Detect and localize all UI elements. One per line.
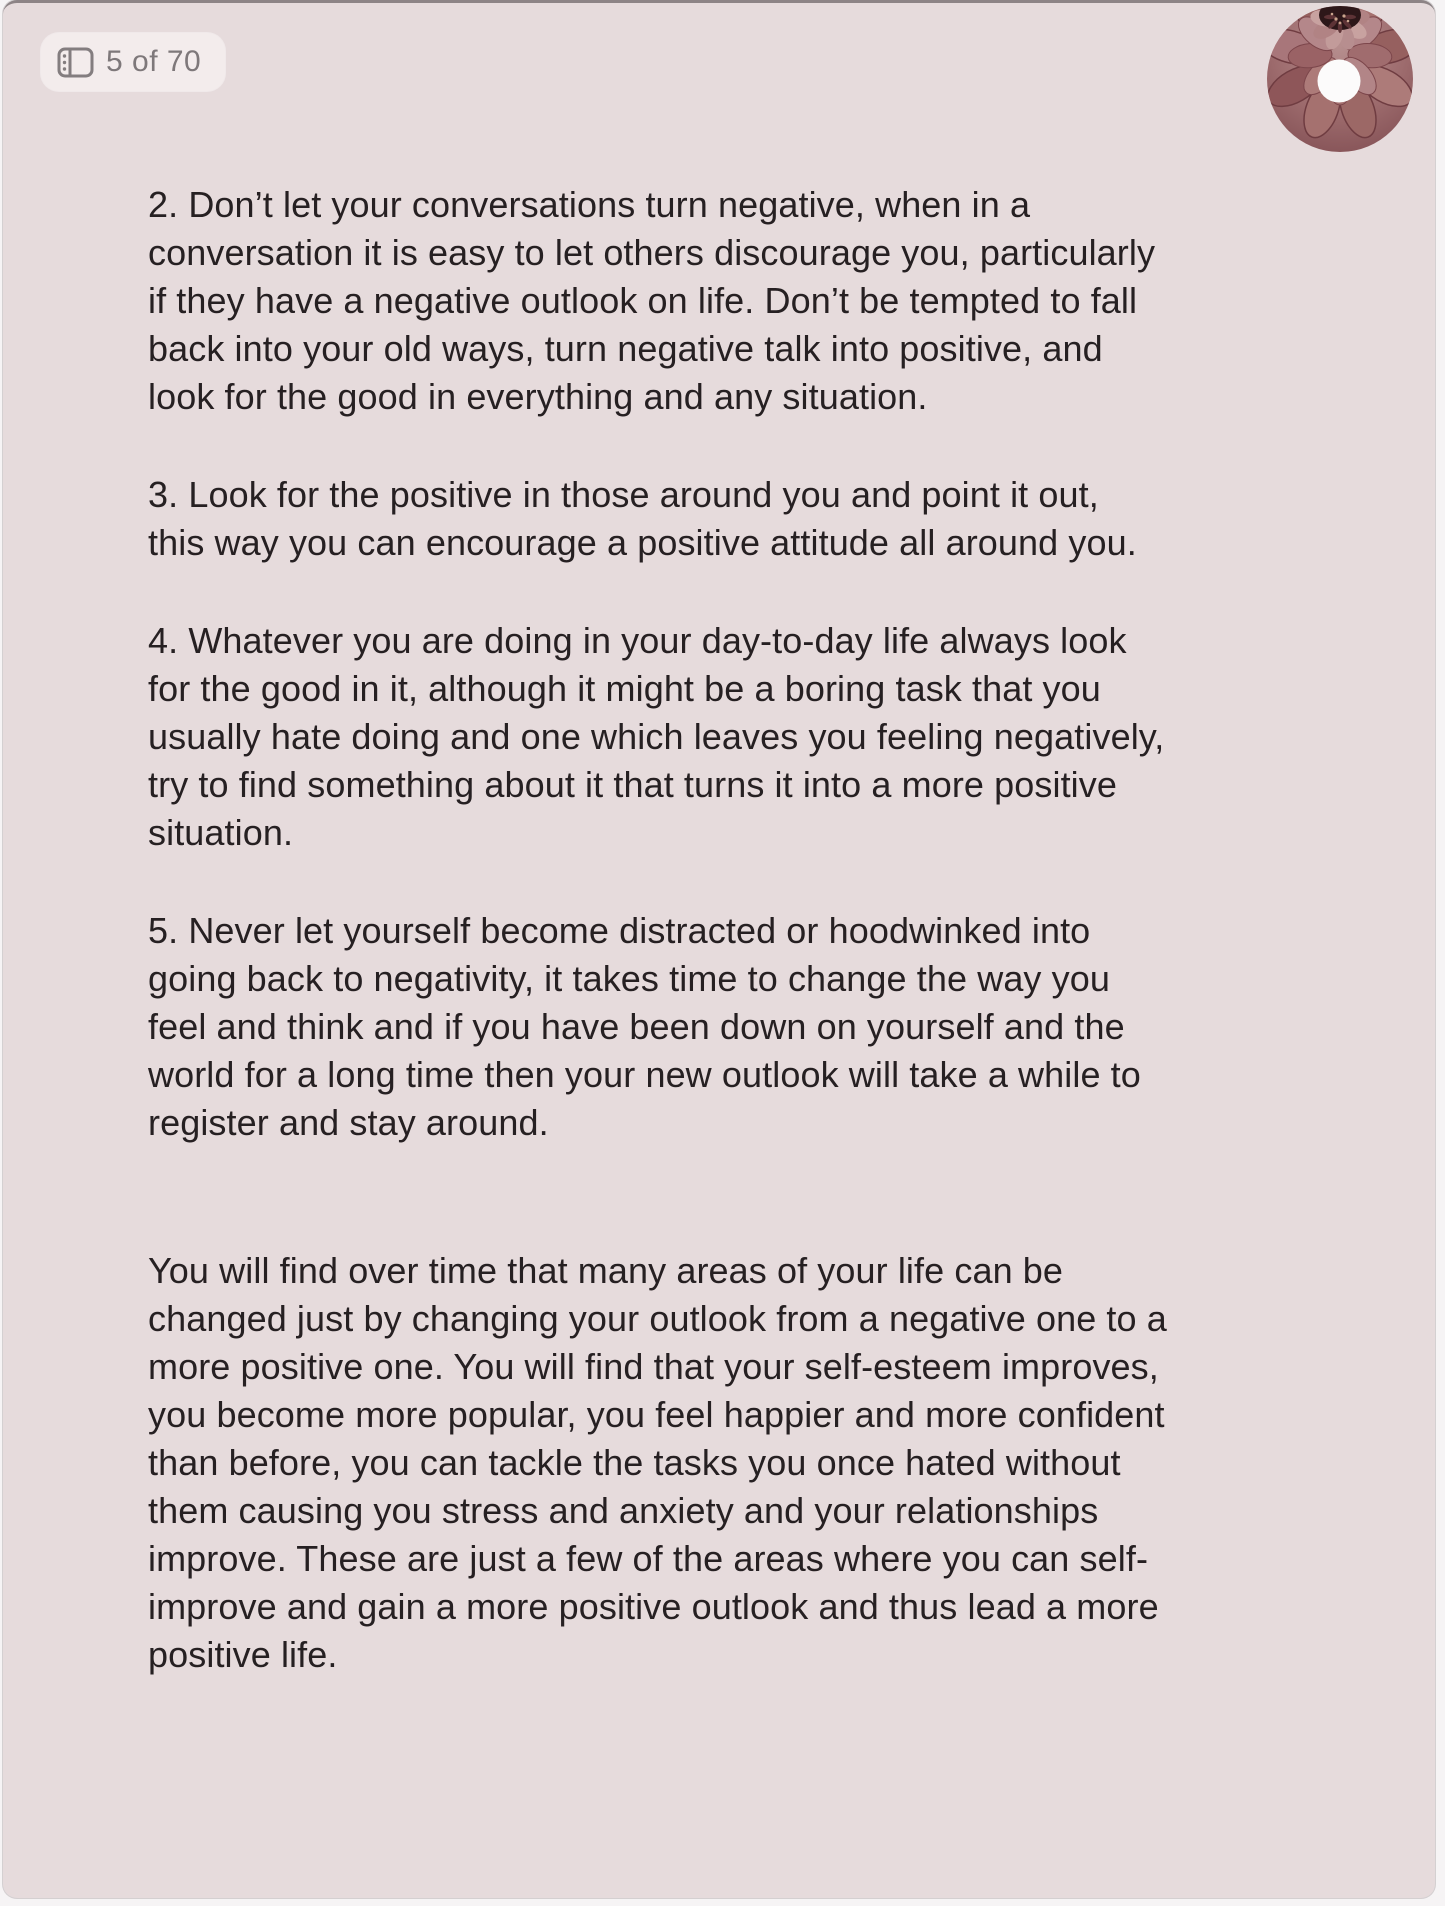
text-line: try to find something about it that turns it into a more positive	[148, 764, 1117, 805]
text-line: you become more popular, you feel happier and more confident	[148, 1394, 1165, 1435]
paragraph	[148, 907, 1418, 1147]
text-line: feel and think and if you have been down on yourself and the	[148, 1006, 1125, 1047]
page-text	[148, 181, 1418, 1729]
text-line: look for the good in everything and any situation.	[148, 376, 928, 417]
text-line: positive life.	[148, 1634, 338, 1675]
page-indicator-button[interactable]	[41, 33, 225, 91]
book-cover-flower-logo	[1266, 5, 1414, 153]
text-line: conversation it is easy to let others discourage you, particularly	[148, 232, 1156, 273]
text-line: situation.	[148, 812, 294, 853]
paragraph	[148, 471, 1418, 567]
page-indicator-label: 5 of 70	[106, 45, 202, 78]
text-line: going back to negativity, it takes time to change the way you	[148, 958, 1110, 999]
text-line: You will find over time that many areas of your life can be	[148, 1250, 1064, 1291]
text-line: than before, you can tackle the tasks you once hated without	[148, 1442, 1121, 1483]
text-line: register and stay around.	[148, 1102, 549, 1143]
text-line: world for a long time then your new outlook will take a while to	[148, 1054, 1141, 1095]
paragraph	[148, 1247, 1418, 1679]
text-line: 5. Never let yourself become distracted or hoodwinked into	[148, 910, 1091, 951]
text-line: changed just by changing your outlook from a negative one to a	[148, 1298, 1167, 1339]
flower-photo	[1266, 5, 1414, 153]
text-line: them causing you stress and anxiety and your relationships	[148, 1490, 1099, 1531]
text-line: 2. Don’t let your conversations turn negative, when in a	[148, 184, 1031, 225]
paragraph	[148, 617, 1418, 857]
reader-page	[3, 0, 1435, 1898]
text-line: 3. Look for the positive in those around you and point it out,	[148, 474, 1099, 515]
paragraph	[148, 181, 1418, 421]
text-line: back into your old ways, turn negative talk into positive, and	[148, 328, 1103, 369]
text-line: more positive one. You will find that your self-esteem improves,	[148, 1346, 1159, 1387]
text-line: usually hate doing and one which leaves you feeling negatively,	[148, 716, 1165, 757]
text-line: this way you can encourage a positive attitude all around you.	[148, 522, 1137, 563]
text-line: for the good in it, although it might be a boring task that you	[148, 668, 1101, 709]
text-line: improve. These are just a few of the areas where you can self-	[148, 1538, 1149, 1579]
text-line: improve and gain a more positive outlook and thus lead a more	[148, 1586, 1159, 1627]
text-line: 4. Whatever you are doing in your day-to-day life always look	[148, 620, 1127, 661]
sidebar-icon	[57, 47, 94, 78]
text-line: if they have a negative outlook on life. Don’t be tempted to fall	[148, 280, 1138, 321]
